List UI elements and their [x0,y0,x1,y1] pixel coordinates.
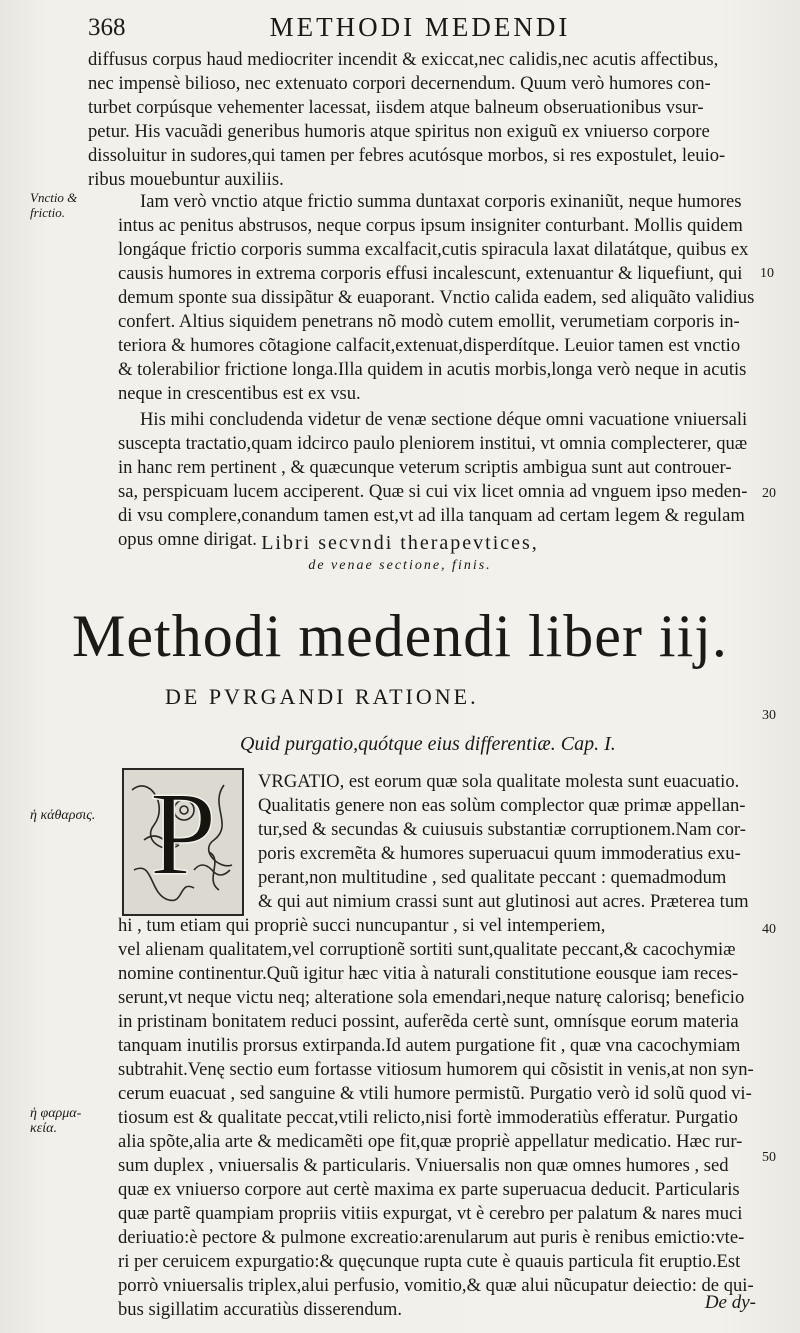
text-line: ribus mouebuntur auxiliis. [88,169,284,190]
text-line: quæ ex vniuerso corpore aut certè maxima ex parte superuacua deducit. Particularis [118,1179,740,1200]
text-line: diffusus corpus haud mediocriter incendit & exiccat,nec calidis,nec acutis affectibus, [88,49,719,70]
line-number: 30 [762,708,776,723]
line-number: 50 [762,1150,776,1165]
book-title: Methodi medendi liber iij. [72,603,728,669]
text-line: intus ac penitus abstrusos, neque corpus ipsum insigniter conturbant. Mollis quidem [118,215,743,236]
text-line: ri per ceruicem expurgatio:& quęcunque rupta cute è quauis particula fit eruptio.Est [118,1251,741,1272]
text-line: His mihi concludenda videtur de venæ sectione déque omni vacuatione vniuersali [140,409,748,430]
text-line: & tolerabilior frictione longa.Illa quidem in acutis morbis,longa verò neque in acutis [118,359,747,380]
drop-initial-ornament [122,768,244,916]
book-end-line: Libri secvndi therapevtices, [261,532,539,554]
line-number: 20 [762,486,776,501]
text-line: neque in crescentibus est ex vsu. [118,383,361,404]
text-line: in hanc rem pertinent , & quæcunque veterum scriptis ambigua sunt aut controuer- [118,457,732,478]
text-line: longáque frictio corporis summa excalfacit,cutis spiracula laxat dilatátque, quibus ex [118,239,749,260]
text-line: dissoluitur in sudores,qui tamen per febres acutósque morbos, si res expostulet, leuio- [88,145,726,166]
text-line: sum duplex , vniuersalis & particularis. Vniuersalis non quæ omnes humores , sed [118,1155,729,1176]
text-line: porrò vniuersalis triplex,alui perfusio, vomitio,& quæ alui nũcupatur deiectio: de qui- [118,1275,754,1296]
text-line: sa, perspicuam lucem acciperent. Quæ si cui vix licet omnia ad vnguem ipso meden- [118,481,748,502]
text-line: opus omne dirigat. [118,529,257,550]
text-line: demum sponte sua dissipãtur & euaporant. Vnctio calida eadem, sed aliquãto validius [118,287,755,308]
text-line: bus sigillatim accuratiùs disserendum. [118,1299,403,1320]
book-end-subline: de venae sectione, finis. [308,558,492,573]
text-line: quæ partẽ quampiam propriis vitiis expurgat, vt è cerebro per palatum & nares muci [118,1203,743,1224]
text-line: vel alienam qualitatem,vel corruptionẽ sortiti sunt,qualitate peccant,& cacochymiæ [118,939,736,960]
margin-note-line: frictio. [30,205,66,220]
text-line: VRGATIO, est eorum quæ sola qualitate molesta sunt euacuatio. [258,771,740,792]
line-number: 10 [760,266,774,281]
text-line: turbet corpúsque vehementer lacessat, iisdem atque balneum obseruationibus vsur- [88,97,704,118]
text-line: Iam verò vnctio atque frictio summa duntaxat corporis exinaniũt, neque humores [140,191,742,212]
text-line: deriuatio:è pectore & pulmone excreatio:arenularum aut puris è renibus emictio:vte- [118,1227,745,1248]
text-line: & qui aut nimium crassi sunt aut glutinosi aut acres. Præterea tum [258,891,749,912]
text-line: perant,non multitudine , sed qualitate peccant : quemadmodum [258,867,727,888]
margin-note-pharmakeia [30,1106,81,1136]
margin-note-line: κεία. [30,1121,57,1136]
text-line: alia spõte,alia arte & medicamẽti ope fit,quæ propriè appellatur medicatio. Hæc rur- [118,1131,743,1152]
text-line: nec impensè bilioso, nec extenuato corpori decernendum. Quum verò humores con- [88,73,711,94]
text-line: confert. Altius siquidem penetrans nõ modò cutem emollit, verumetiam corporis in- [118,311,740,332]
margin-note-line: ἡ φαρμα- [30,1106,82,1121]
catchword: De dy- [704,1292,756,1313]
text-line: serunt,vt neque victu neq; alteratione sola emendari,neque naturę calorisq; beneficio [118,987,745,1008]
line-number: 40 [762,922,776,937]
drop-initial-letter: P [149,770,217,900]
text-line: Qualitatis genere non eas solùm complector quæ primæ appellan- [258,795,746,816]
page-number: 368 [88,14,126,41]
margin-note-line: Vnctio & [30,190,78,205]
text-line: subtrahit.Venę sectio eum fortasse vitiosum humorem qui cõsistit in venis,at non syn- [118,1059,754,1080]
section-heading: DE PVRGANDI RATIONE. [165,684,479,709]
text-line: petur. His vacuãdi generibus humoris atque spiritus non exiguũ ex vniuerso corpore [88,121,710,142]
ornament-icon [124,770,242,914]
margin-note-katharsis: ἡ κάθαρσις. [30,808,96,823]
text-line: tur,sed & secundas & cuiusuis substantiæ corruptionem.Nam cor- [258,819,746,840]
chapter-heading: Quid purgatio,quótque eius differentiæ. Cap. I. [240,733,616,755]
text-line: poris excremẽta & humores superuacui quum immoderatius exu- [258,843,741,864]
text-line: tanquam inutilis prorsus extirpanda.Id autem purgatione fit , quæ vna cacochymiam [118,1035,741,1056]
text-line: causis humores in extrema corporis effusi incalescunt, extenuantur & liquefiunt, qui [118,263,743,284]
running-head: METHODI MEDENDI [269,12,571,42]
margin-note-unctio [30,190,77,220]
text-line: tiosum est & qualitate peccat,vtili relicto,nisi fortè immoderatiùs efferatur. Purgatio [118,1107,738,1128]
text-line: nomine continentur.Quũ igitur hæc vitia à naturali constitutione eousque iam reces- [118,963,739,984]
text-line: di vsu complere,conandum tamen est,vt ad illa tanquam ad certam legem & regulam [118,505,745,526]
text-line: in pristinam bonitatem reduci possint, auferẽda certè sunt, omnísque eorum materia [118,1011,739,1032]
text-line: suscepta tractatio,quam idcirco paulo pleniorem institui, vt omnia complecterer, quæ [118,433,748,454]
text-line: cerum euacuat , sed sanguine & vtili humore permistũ. Purgatio verò id solũ quod vi- [118,1083,752,1104]
text-line: hi , tum etiam qui propriè succi nuncupantur , si vel intemperiem, [118,915,606,936]
text-line: teriora & humores cõtagione calfacit,extenuat,disperdítque. Leuior tamen est vnctio [118,335,741,356]
